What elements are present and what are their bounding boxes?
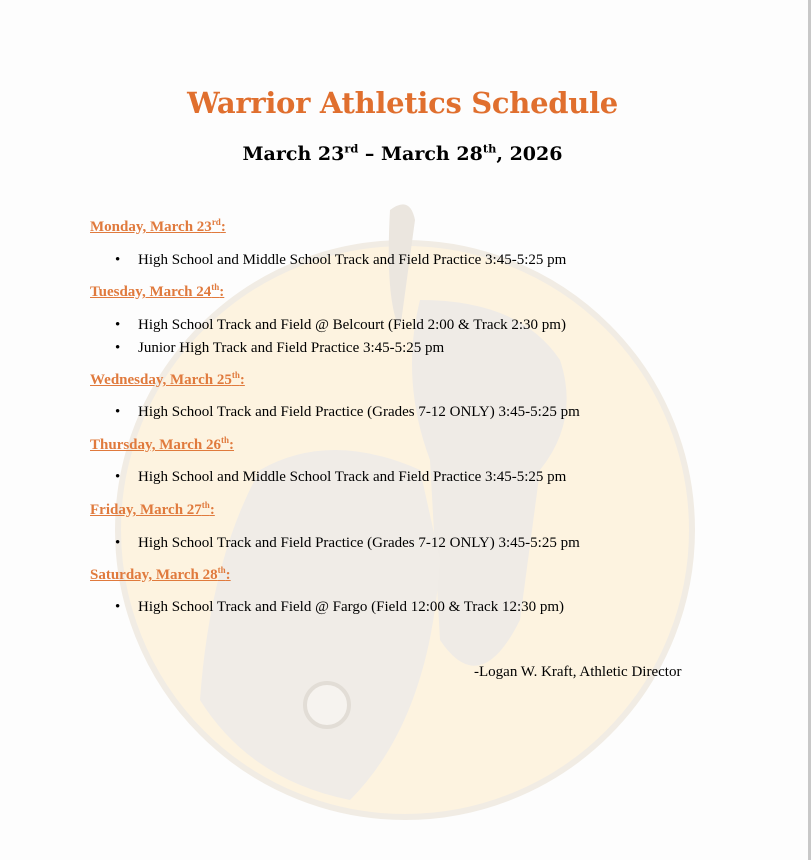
page-title: Warrior Athletics Schedule bbox=[187, 86, 618, 120]
bullet-icon: • bbox=[115, 599, 121, 615]
schedule-item: • High School Track and Field @ Fargo (Field 12:00 & Track 12:30 pm) bbox=[115, 599, 565, 615]
bullet-icon: • bbox=[115, 340, 121, 356]
schedule-item: • High School and Middle School Track and Field Practice 3:45-5:25 pm bbox=[115, 252, 567, 268]
bullet-icon: • bbox=[115, 469, 121, 485]
day-heading: Saturday, March 28th: bbox=[90, 565, 231, 583]
day-heading: Tuesday, March 24th: bbox=[90, 282, 225, 300]
bullet-icon: • bbox=[115, 252, 121, 268]
signature: -Logan W. Kraft, Athletic Director bbox=[474, 664, 682, 680]
date-range: March 23rd – March 28th, 2026 bbox=[242, 141, 563, 165]
bullet-icon: • bbox=[115, 535, 121, 551]
schedule-item: • Junior High Track and Field Practice 3:45-5:25 pm bbox=[115, 340, 445, 356]
day-heading: Friday, March 27th: bbox=[90, 500, 215, 518]
bullet-icon: • bbox=[115, 317, 121, 333]
day-heading: Monday, March 23rd: bbox=[90, 217, 226, 235]
schedule-item: • High School Track and Field @ Belcourt (Field 2:00 & Track 2:30 pm) bbox=[115, 317, 566, 333]
schedule-item: • High School and Middle School Track and Field Practice 3:45-5:25 pm bbox=[115, 469, 567, 485]
day-heading: Thursday, March 26th: bbox=[90, 435, 235, 453]
schedule-item: • High School Track and Field Practice (Grades 7-12 ONLY) 3:45-5:25 pm bbox=[115, 535, 580, 551]
day-heading: Wednesday, March 25th: bbox=[90, 370, 245, 388]
schedule-item: • High School Track and Field Practice (Grades 7-12 ONLY) 3:45-5:25 pm bbox=[115, 404, 580, 420]
bullet-icon: • bbox=[115, 404, 121, 420]
